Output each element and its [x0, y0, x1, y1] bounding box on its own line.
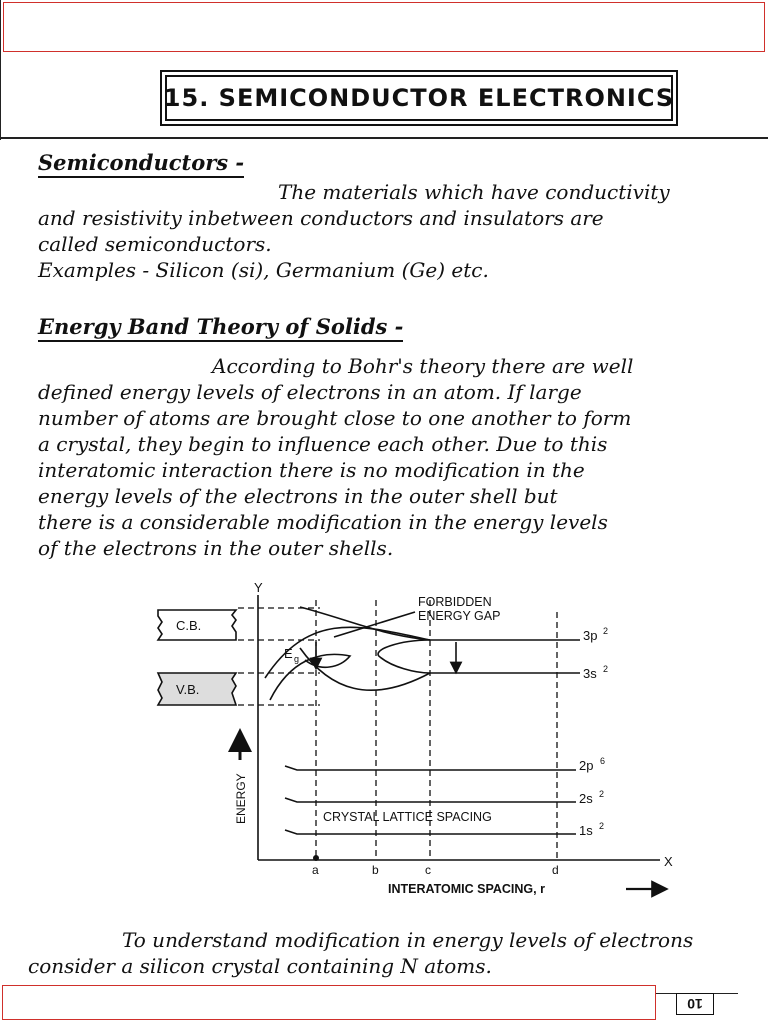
lattice-spacing-label: CRYSTAL LATTICE SPACING: [323, 810, 492, 824]
eg-subscript: g: [294, 654, 300, 664]
x-axis-label: X: [664, 854, 673, 869]
text-line: and resistivity inbetween conductors and insulators are: [38, 206, 604, 230]
spacing-a-label: a: [312, 863, 319, 877]
text-line: interatomic interaction there is no modification in the: [38, 458, 585, 482]
text-line: consider a silicon crystal containing N atoms.: [28, 954, 492, 978]
interatomic-spacing-label: INTERATOMIC SPACING, r: [388, 882, 545, 896]
level-1s-label: 1s: [579, 823, 593, 838]
text-line: To understand modification in energy levels of electrons: [122, 928, 694, 952]
text-line: a crystal, they begin to influence each other. Due to this: [38, 432, 608, 456]
vb-label: V.B.: [176, 682, 200, 697]
text-line: energy levels of the electrons in the outer shell but: [38, 484, 558, 508]
eg-label: E: [284, 646, 293, 661]
spacing-b-label: b: [372, 863, 379, 877]
text-line: defined energy levels of electrons in an atom. If large: [38, 380, 582, 404]
forbidden-label-line2: ENERGY GAP: [418, 609, 501, 623]
section-heading-energy-band: Energy Band Theory of Solids -: [38, 314, 403, 342]
spacing-c-label: c: [425, 863, 431, 877]
level-3s-label: 3s: [583, 666, 597, 681]
level-3p-sup: 2: [603, 626, 609, 636]
text-line: The materials which have conductivity: [278, 180, 670, 204]
level-2p-label: 2p: [579, 758, 594, 773]
level-2p-sup: 6: [600, 756, 606, 766]
page-number: 10: [676, 993, 714, 1015]
level-2p-line: [285, 766, 576, 770]
level-3s-sup: 2: [603, 664, 609, 674]
spacing-d-label: d: [552, 863, 559, 877]
level-3p-label: 3p: [583, 628, 598, 643]
energy-axis-label: ENERGY: [234, 773, 248, 824]
cb-label: C.B.: [176, 618, 202, 633]
forbidden-gap-pointer: [334, 612, 415, 637]
section-heading-semiconductors: Semiconductors -: [38, 150, 244, 178]
text-line: number of atoms are brought close to one another to form: [38, 406, 632, 430]
level-2s-sup: 2: [599, 789, 605, 799]
bottom-banner-box: [2, 985, 656, 1020]
forbidden-label-line1: FORBIDDEN: [418, 595, 492, 609]
text-line: of the electrons in the outer shells.: [38, 536, 394, 560]
text-line: there is a considerable modification in the energy levels: [38, 510, 608, 534]
level-1s-sup: 2: [599, 821, 605, 831]
level-2s-label: 2s: [579, 791, 593, 806]
vb-lower-curve: [300, 648, 430, 690]
text-line: called semiconductors.: [38, 232, 272, 256]
y-axis-label: Y: [254, 580, 263, 595]
text-line: Examples - Silicon (si), Germanium (Ge) etc.: [38, 258, 489, 282]
chapter-title: 15. SEMICONDUCTOR ELECTRONICS: [163, 84, 675, 112]
gap-crossover-curve: [378, 640, 430, 673]
text-line: According to Bohr's theory there are well: [212, 354, 634, 378]
